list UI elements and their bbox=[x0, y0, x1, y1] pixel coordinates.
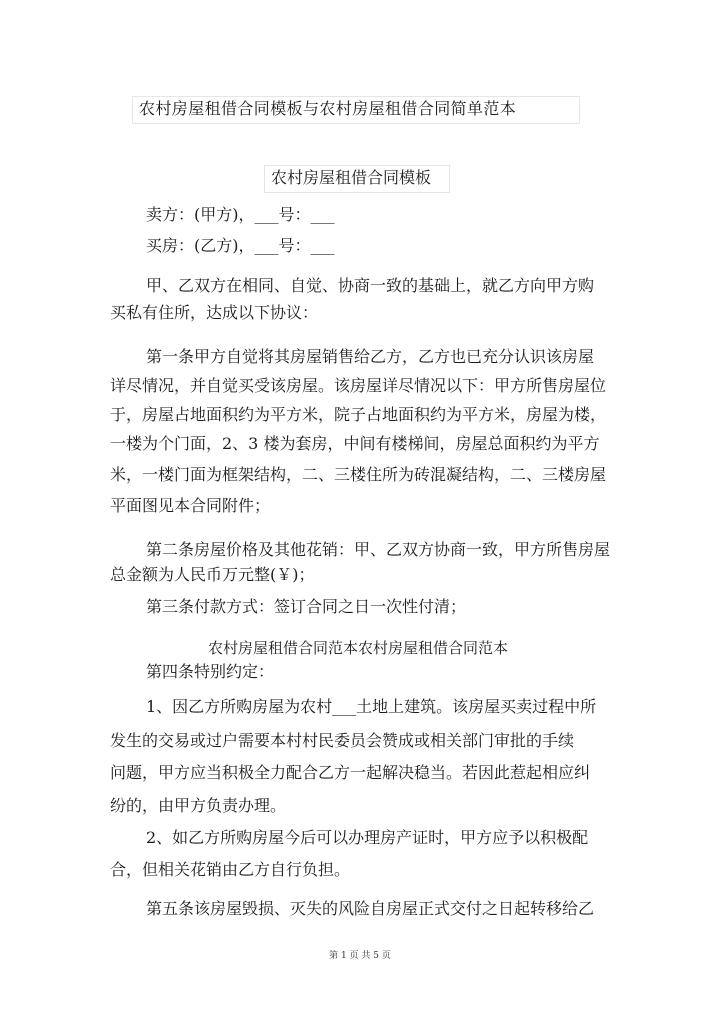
clause1-line-3: 问题，甲方应当积极全力配合乙方一起解决稳当。若因此惹起相应纠 bbox=[110, 763, 591, 782]
intro-line-2: 买私有住所，达成以下协议： bbox=[110, 303, 319, 322]
clause1-line-4: 纷的，由甲方负责办理。 bbox=[110, 796, 287, 815]
article5-line: 第五条该房屋毁损、灭失的风险自房屋正式交付之日起转移给乙 bbox=[146, 899, 595, 918]
page-footer: 第 1 页 共 5 页 bbox=[329, 951, 391, 961]
article1-line-2: 详尽情况，并自觉买受该房屋。该房屋详尽情况以下：甲方所售房屋位 bbox=[110, 376, 607, 395]
article1-line-1: 第一条甲方自觉将其房屋销售给乙方，乙方也已充分认识该房屋 bbox=[146, 347, 595, 366]
article1-line-4: 一楼为个门面，2、3 楼为套房，中间有楼梯间，房屋总面积约为平方 bbox=[110, 434, 600, 453]
buyer-line: 买房：(乙方)，___号：___ bbox=[146, 236, 335, 255]
article2-line-2: 总金额为人民币万元整(￥)； bbox=[110, 565, 315, 584]
clause1-line-1: 1、因乙方所购房屋为农村___土地上建筑。该房屋买卖过程中所 bbox=[146, 697, 597, 716]
section-heading: 农村房屋租借合同范本农村房屋租借合同范本 bbox=[208, 639, 509, 657]
section-title: 农村房屋租借合同模板 bbox=[264, 165, 450, 193]
clause2-line-2: 合，但相关花销由乙方自行负担。 bbox=[110, 860, 351, 879]
clause2-line-1: 2、如乙方所购房屋今后可以办理房产证时，甲方应予以积极配 bbox=[146, 828, 589, 847]
article3-line: 第三条付款方式：签订合同之日一次性付清； bbox=[146, 597, 467, 616]
article2-line-1: 第二条房屋价格及其他花销：甲、乙双方协商一致，甲方所售房屋 bbox=[146, 540, 611, 559]
intro-line-1: 甲、乙双方在相同、自觉、协商一致的基础上，就乙方向甲方购 bbox=[146, 276, 595, 295]
article1-line-6: 平面图见本合同附件； bbox=[110, 496, 271, 515]
article1-line-3: 于，房屋占地面积约为平方米，院子占地面积约为平方米，房屋为楼， bbox=[110, 405, 607, 424]
clause1-line-2: 发生的交易或过户需要本村村民委员会赞成或相关部门审批的手续 bbox=[110, 731, 575, 750]
article4-line: 第四条特别约定： bbox=[146, 662, 275, 681]
seller-line: 卖方：(甲方)，___号：___ bbox=[146, 205, 335, 224]
document-title: 农村房屋租借合同模板与农村房屋租借合同简单范本 bbox=[132, 96, 580, 124]
article1-line-5: 米，一楼门面为框架结构，二、三楼住所为砖混凝结构，二、三楼房屋 bbox=[110, 465, 607, 484]
